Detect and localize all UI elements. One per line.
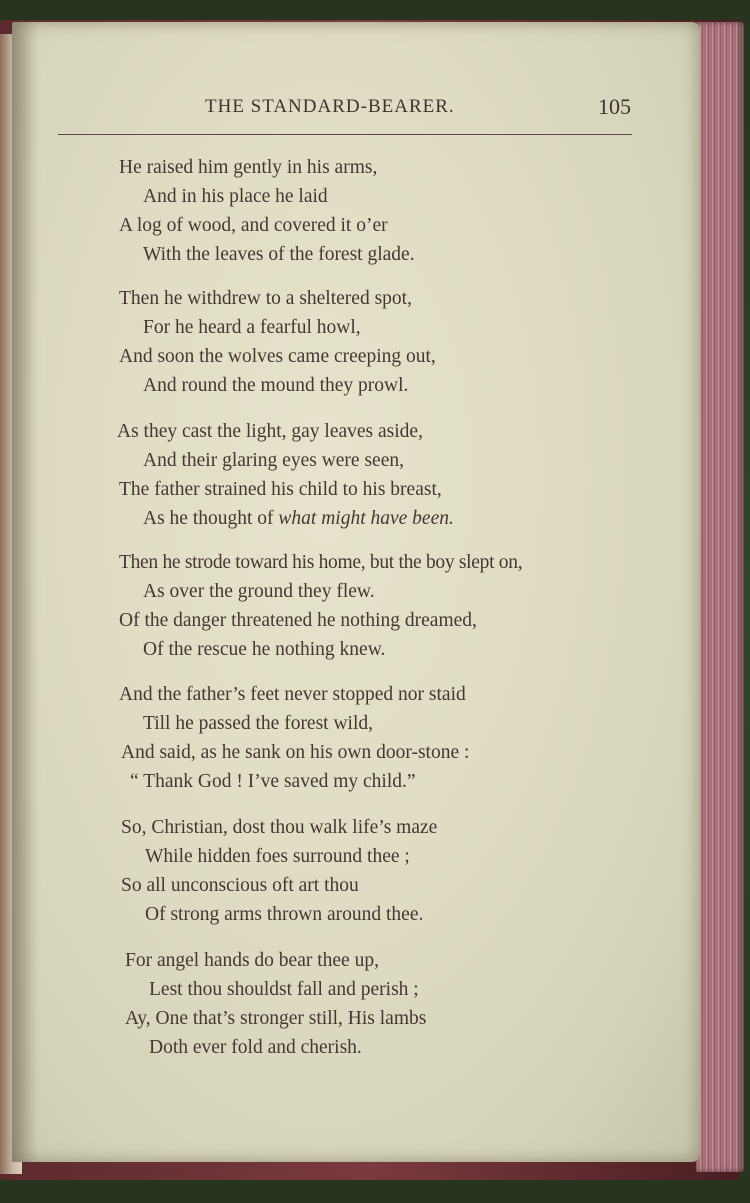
- page-number: 105: [598, 94, 631, 119]
- poem-line: As over the ground they flew.: [143, 581, 375, 602]
- poem-line: So all unconscious oft art thou: [121, 875, 359, 896]
- poem-line: For angel hands do bear thee up,: [125, 950, 379, 971]
- poem-line: And their glaring eyes were seen,: [143, 450, 404, 471]
- poem-line: Of the danger threatened he nothing dreamed,: [119, 610, 477, 631]
- poem-line: Of the rescue he nothing knew.: [143, 639, 386, 660]
- poem-line: And said, as he sank on his own door-stone :: [121, 742, 470, 763]
- poem-line: The father strained his child to his breast,: [119, 479, 442, 500]
- poem-line: Till he passed the forest wild,: [143, 713, 374, 734]
- poem-line: As they cast the light, gay leaves aside,: [117, 421, 423, 442]
- poem-line: “ Thank God ! I’ve saved my child.”: [130, 771, 416, 792]
- poem-line: While hidden foes surround thee ;: [145, 846, 410, 867]
- poem-line: So, Christian, dost thou walk life’s maze: [121, 817, 438, 838]
- poem-line: Then he strode toward his home, but the boy slept on,: [119, 552, 523, 573]
- poem-line: [143, 508, 454, 530]
- poem-line: With the leaves of the forest glade.: [143, 244, 415, 265]
- poem-line: Doth ever fold and cherish.: [149, 1037, 362, 1058]
- poem-line: He raised him gently in his arms,: [119, 157, 378, 178]
- poem-line: Of strong arms thrown around thee.: [145, 904, 424, 925]
- poem-line: And round the mound they prowl.: [143, 375, 409, 396]
- poem-line: Lest thou shouldst fall and perish ;: [149, 979, 419, 1000]
- poem-line-text: As he thought of: [143, 508, 279, 529]
- poem-line: A log of wood, and covered it o’er: [119, 215, 388, 236]
- poem-line: And soon the wolves came creeping out,: [119, 346, 436, 367]
- poem-line: And in his place he laid: [143, 186, 328, 207]
- running-head: THE STANDARD-BEARER.: [205, 96, 455, 117]
- poem-line: And the father’s feet never stopped nor staid: [119, 684, 466, 705]
- poem-line: Ay, One that’s stronger still, His lambs: [125, 1008, 427, 1029]
- italic-phrase: what might have been.: [278, 508, 454, 529]
- poem-line: Then he withdrew to a sheltered spot,: [119, 288, 412, 309]
- poem-line: For he heard a fearful howl,: [143, 317, 361, 338]
